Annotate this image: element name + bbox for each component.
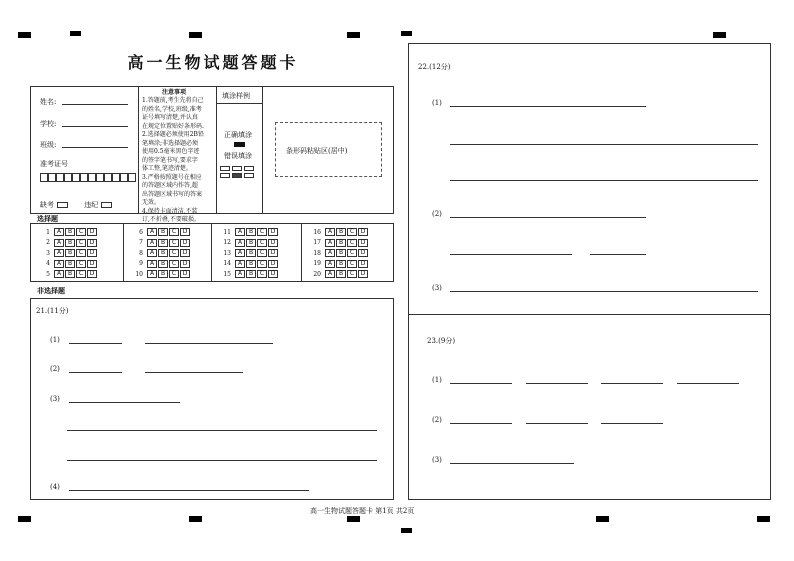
choice-option-bubble[interactable]: D (268, 270, 278, 278)
choice-option-bubble[interactable]: C (347, 228, 357, 236)
choice-option-bubble[interactable]: A (325, 228, 335, 236)
choice-option-bubble[interactable]: B (65, 228, 75, 236)
note-line: 的答题区域内作答,超 (142, 182, 198, 189)
name-label: 姓名: (40, 98, 57, 106)
q22-part1-label: (1) (432, 99, 442, 107)
divider (138, 86, 139, 214)
registration-mark (189, 516, 202, 522)
q21-part1-answer[interactable] (145, 343, 273, 344)
choice-option-bubble[interactable]: B (246, 260, 256, 268)
q23-part1-answer[interactable] (601, 383, 663, 384)
id-cell[interactable] (56, 173, 64, 182)
choice-option-bubble[interactable]: D (358, 249, 368, 257)
choice-option-bubble[interactable]: D (87, 260, 97, 268)
id-cell[interactable] (48, 173, 56, 182)
violation-checkbox[interactable] (101, 202, 112, 208)
q23-part2-answer[interactable] (526, 423, 588, 424)
page-title: 高一生物试题答题卡 (127, 53, 299, 72)
q21-part1-label: (1) (50, 336, 60, 344)
class-field[interactable] (62, 147, 128, 148)
choice-option-bubble[interactable]: A (54, 270, 64, 278)
choice-question-row (219, 238, 278, 248)
choice-option-bubble[interactable]: C (347, 270, 357, 278)
registration-mark (189, 32, 202, 38)
question-number: 11 (223, 228, 231, 236)
barcode-label: 条形码粘贴区(居中) (286, 147, 348, 155)
choice-option-bubble[interactable]: B (336, 249, 346, 257)
id-cell[interactable] (112, 173, 120, 182)
question-number: 4 (46, 260, 50, 267)
id-cell[interactable] (72, 173, 80, 182)
question-number: 6 (139, 228, 143, 236)
choice-option-bubble[interactable]: C (257, 260, 267, 268)
choice-option-bubble[interactable]: C (347, 249, 357, 257)
id-cell[interactable] (88, 173, 96, 182)
q22-part3-label: (3) (432, 284, 442, 292)
q23-part1-label: (1) (432, 376, 442, 384)
choice-option-bubble[interactable]: D (358, 228, 368, 236)
q23-part2-answer[interactable] (601, 423, 663, 424)
divider (408, 314, 771, 315)
note-line: 2.选择题必须使用2B铅 (142, 131, 204, 138)
choice-option-bubble[interactable]: B (65, 239, 75, 247)
choice-question-row (309, 238, 368, 248)
choice-option-bubble[interactable]: C (169, 239, 179, 247)
choice-question-row (219, 259, 278, 269)
choice-option-bubble[interactable]: C (169, 260, 179, 268)
note-line: 笔填涂;非选择题必须 (142, 139, 199, 147)
wrong-sample (244, 173, 254, 178)
choice-question-row (309, 259, 368, 269)
choice-option-bubble[interactable]: A (325, 249, 335, 257)
choice-option-bubble[interactable]: D (87, 270, 97, 278)
q21-part3-answer[interactable] (67, 460, 377, 461)
choice-option-bubble[interactable]: D (268, 228, 278, 236)
registration-mark (757, 516, 770, 522)
q21-part1-answer[interactable] (69, 343, 122, 344)
note-line: 1.答题前,考生先将自己 (142, 97, 204, 104)
note-line: 在规定位置贴好条形码. (142, 122, 204, 130)
question-number: 19 (313, 260, 321, 267)
note-line: 4.保持卡面清洁,不装 (142, 207, 198, 215)
violation-label: 违纪 (84, 201, 99, 209)
choice-question-row (219, 227, 278, 237)
choice-question-row (219, 269, 278, 279)
choice-option-bubble[interactable]: A (235, 239, 245, 247)
choice-option-bubble[interactable]: C (257, 249, 267, 257)
wrong-fill-label: 错误填涂 (224, 152, 252, 160)
choice-option-bubble[interactable]: B (336, 239, 346, 247)
choice-option-bubble[interactable]: A (235, 270, 245, 278)
correct-fill-label: 正确填涂 (224, 131, 252, 139)
registration-mark (347, 516, 360, 522)
q22-part2-label: (2) (432, 210, 442, 218)
note-line: 证号填写清楚,并认真 (142, 114, 198, 121)
choice-option-bubble[interactable]: B (158, 239, 168, 247)
question-number: 8 (139, 249, 143, 257)
choice-question-row (309, 248, 368, 258)
choice-option-bubble[interactable]: A (147, 228, 157, 236)
note-line: 的姓名,学校,班级,准考 (142, 105, 202, 113)
q23-part3-label: (3) (432, 456, 442, 464)
q22-part2-answer[interactable] (450, 254, 572, 255)
question-number: 9 (139, 260, 143, 267)
choice-question-row (38, 269, 97, 279)
q22-part1-answer[interactable] (450, 144, 758, 145)
q21-part3-answer[interactable] (69, 402, 180, 403)
choice-option-bubble[interactable]: C (347, 260, 357, 268)
notes-list (142, 97, 216, 225)
choice-option-bubble[interactable]: B (336, 270, 346, 278)
wrong-sample (232, 173, 242, 178)
choice-option-bubble[interactable]: A (325, 260, 335, 268)
q21-label: 21.(11分) (36, 307, 69, 315)
choice-option-bubble[interactable]: C (257, 228, 267, 236)
choice-option-bubble[interactable]: A (54, 260, 64, 268)
choice-option-bubble[interactable]: B (336, 228, 346, 236)
choice-question-row (309, 269, 368, 279)
choice-question-row (38, 227, 97, 237)
question-number: 14 (223, 260, 231, 267)
q21-part2-label: (2) (50, 365, 60, 373)
id-cell[interactable] (64, 173, 72, 182)
question-number: 16 (313, 228, 321, 236)
choice-question-row (38, 259, 97, 269)
q22-part2-answer[interactable] (450, 217, 646, 218)
choice-option-bubble[interactable]: B (158, 249, 168, 257)
id-cell[interactable] (40, 173, 48, 182)
note-line: 的签字笔书写,要求字 (142, 156, 198, 164)
q23-part1-answer[interactable] (526, 383, 588, 384)
q23-label: 23.(9分) (427, 337, 456, 345)
choice-question-row (131, 227, 190, 237)
choice-option-bubble[interactable]: B (158, 270, 168, 278)
wrong-sample (244, 166, 254, 171)
wrong-fill-samples (220, 164, 262, 178)
question-number: 17 (313, 239, 321, 246)
wrong-sample (220, 173, 230, 178)
choice-option-bubble[interactable]: C (347, 239, 357, 247)
question-number: 5 (46, 270, 50, 278)
page-footer: 高一生物试题答题卡 第1页 共2页 (310, 507, 415, 515)
fill-example-heading: 填涂样例 (222, 92, 250, 100)
question-number: 15 (223, 270, 231, 278)
registration-mark (70, 31, 81, 36)
q21-part2-answer[interactable] (145, 372, 243, 373)
divider (123, 223, 124, 282)
choice-option-bubble[interactable]: A (147, 239, 157, 247)
choice-option-bubble[interactable]: B (158, 260, 168, 268)
note-line: 3.严格按照题号在相应 (142, 173, 202, 181)
absent-label: 缺考 (40, 201, 54, 209)
choice-option-bubble[interactable]: C (76, 249, 86, 257)
question-number: 1 (46, 228, 50, 236)
registration-mark (18, 516, 31, 522)
choice-option-bubble[interactable]: A (54, 239, 64, 247)
choice-option-bubble[interactable]: D (268, 260, 278, 268)
choice-option-bubble[interactable]: B (65, 249, 75, 257)
choice-question-row (131, 238, 190, 248)
choice-question-row (131, 259, 190, 269)
q23-part1-answer[interactable] (677, 383, 739, 384)
divider (211, 223, 212, 282)
choice-question-row (38, 248, 97, 258)
registration-mark (596, 516, 609, 522)
wrong-sample (220, 166, 230, 171)
choice-section-label: 选择题 (37, 214, 58, 223)
id-cell[interactable] (80, 173, 88, 182)
id-cell[interactable] (96, 173, 104, 182)
choice-option-bubble[interactable]: B (246, 270, 256, 278)
choice-option-bubble[interactable]: C (76, 239, 86, 247)
question-number: 3 (46, 249, 50, 257)
school-label: 学校: (40, 120, 57, 128)
choice-option-bubble[interactable]: D (180, 260, 190, 268)
q23-part2-answer[interactable] (450, 423, 512, 424)
divider (216, 86, 217, 214)
q22-part3-answer[interactable] (450, 291, 758, 292)
choice-option-bubble[interactable]: B (158, 228, 168, 236)
choice-option-bubble[interactable]: C (76, 260, 86, 268)
choice-option-bubble[interactable]: D (358, 260, 368, 268)
choice-option-bubble[interactable]: D (87, 239, 97, 247)
choice-question-row (219, 248, 278, 258)
id-cell[interactable] (128, 173, 136, 182)
choice-option-bubble[interactable]: D (87, 228, 97, 236)
choice-option-bubble[interactable]: A (147, 260, 157, 268)
choice-option-bubble[interactable]: B (336, 260, 346, 268)
q23-part3-answer[interactable] (450, 463, 574, 464)
q21-part3-label: (3) (50, 395, 60, 403)
q22-part1-answer[interactable] (450, 180, 758, 181)
choice-option-bubble[interactable]: D (180, 270, 190, 278)
divider (216, 103, 262, 104)
school-field[interactable] (62, 126, 128, 127)
id-cell[interactable] (120, 173, 128, 182)
name-field[interactable] (62, 104, 128, 105)
q21-box (30, 298, 394, 500)
question-number: 20 (313, 270, 321, 278)
choice-option-bubble[interactable]: A (147, 249, 157, 257)
question-number: 18 (313, 249, 321, 257)
correct-fill-sample (234, 142, 245, 147)
id-cell[interactable] (104, 173, 112, 182)
choice-option-bubble[interactable]: A (147, 270, 157, 278)
choice-option-bubble[interactable]: B (65, 260, 75, 268)
choice-option-bubble[interactable]: A (54, 228, 64, 236)
choice-option-bubble[interactable]: A (325, 270, 335, 278)
question-number: 7 (139, 239, 143, 246)
registration-mark (347, 32, 360, 38)
choice-option-bubble[interactable]: B (246, 249, 256, 257)
q21-part4-label: (4) (50, 483, 60, 491)
id-number-cells[interactable] (40, 173, 136, 182)
choice-option-bubble[interactable]: D (180, 239, 190, 247)
choice-option-bubble[interactable]: A (235, 249, 245, 257)
choice-option-bubble[interactable]: C (257, 270, 267, 278)
q23-part2-label: (2) (432, 416, 442, 424)
note-line: 订,不折叠,不要破损。 (142, 216, 200, 223)
choice-option-bubble[interactable]: C (169, 270, 179, 278)
absent-checkbox[interactable] (57, 202, 68, 208)
registration-mark (18, 32, 31, 38)
q22-label: 22.(12分) (418, 63, 451, 71)
choice-question-row (131, 248, 190, 258)
choice-option-bubble[interactable]: B (246, 239, 256, 247)
choice-question-row (131, 269, 190, 279)
choice-option-bubble[interactable]: D (268, 239, 278, 247)
choice-option-bubble[interactable]: C (169, 249, 179, 257)
choice-option-bubble[interactable]: D (358, 239, 368, 247)
choice-option-bubble[interactable]: C (76, 228, 86, 236)
note-line: 出答题区域书写的答案 (142, 190, 203, 198)
q22-part2-answer[interactable] (590, 254, 646, 255)
choice-option-bubble[interactable]: D (268, 249, 278, 257)
choice-option-bubble[interactable]: D (87, 249, 97, 257)
class-label: 班级: (40, 141, 57, 149)
absent-row (40, 200, 112, 210)
question-number: 13 (223, 249, 231, 257)
wrong-sample (232, 166, 242, 171)
registration-mark (401, 528, 412, 533)
nonchoice-section-label: 非选择题 (37, 286, 65, 295)
right-column-box (408, 43, 771, 500)
choice-question-row (309, 227, 368, 237)
choice-option-bubble[interactable]: A (325, 239, 335, 247)
q21-part2-answer[interactable] (69, 372, 122, 373)
q21-part4-answer[interactable] (69, 490, 309, 491)
choice-option-bubble[interactable]: A (54, 249, 64, 257)
question-number: 12 (223, 239, 231, 246)
choice-option-bubble[interactable]: B (246, 228, 256, 236)
note-line: 使用0.5毫米黑色字迹 (142, 148, 200, 155)
choice-question-row (38, 238, 97, 248)
registration-mark (713, 32, 726, 38)
choice-option-bubble[interactable]: C (169, 228, 179, 236)
registration-mark (401, 31, 412, 36)
choice-option-bubble[interactable]: C (76, 270, 86, 278)
notes-heading: 注意事项 (162, 89, 187, 96)
id-label: 准考证号 (40, 160, 68, 168)
q21-part3-answer[interactable] (67, 430, 377, 431)
divider (301, 223, 302, 282)
question-number: 2 (46, 239, 50, 246)
q23-part1-answer[interactable] (450, 383, 512, 384)
q22-part1-answer[interactable] (450, 106, 646, 107)
choice-option-bubble[interactable]: B (65, 270, 75, 278)
choice-option-bubble[interactable]: D (180, 228, 190, 236)
choice-option-bubble[interactable]: D (358, 270, 368, 278)
divider (262, 86, 263, 214)
choice-option-bubble[interactable]: D (180, 249, 190, 257)
note-line: 体工整,笔迹清楚。 (142, 165, 192, 172)
choice-option-bubble[interactable]: C (257, 239, 267, 247)
choice-option-bubble[interactable]: A (235, 260, 245, 268)
note-line: 无效。 (142, 199, 161, 206)
choice-option-bubble[interactable]: A (235, 228, 245, 236)
question-number: 10 (135, 270, 143, 278)
